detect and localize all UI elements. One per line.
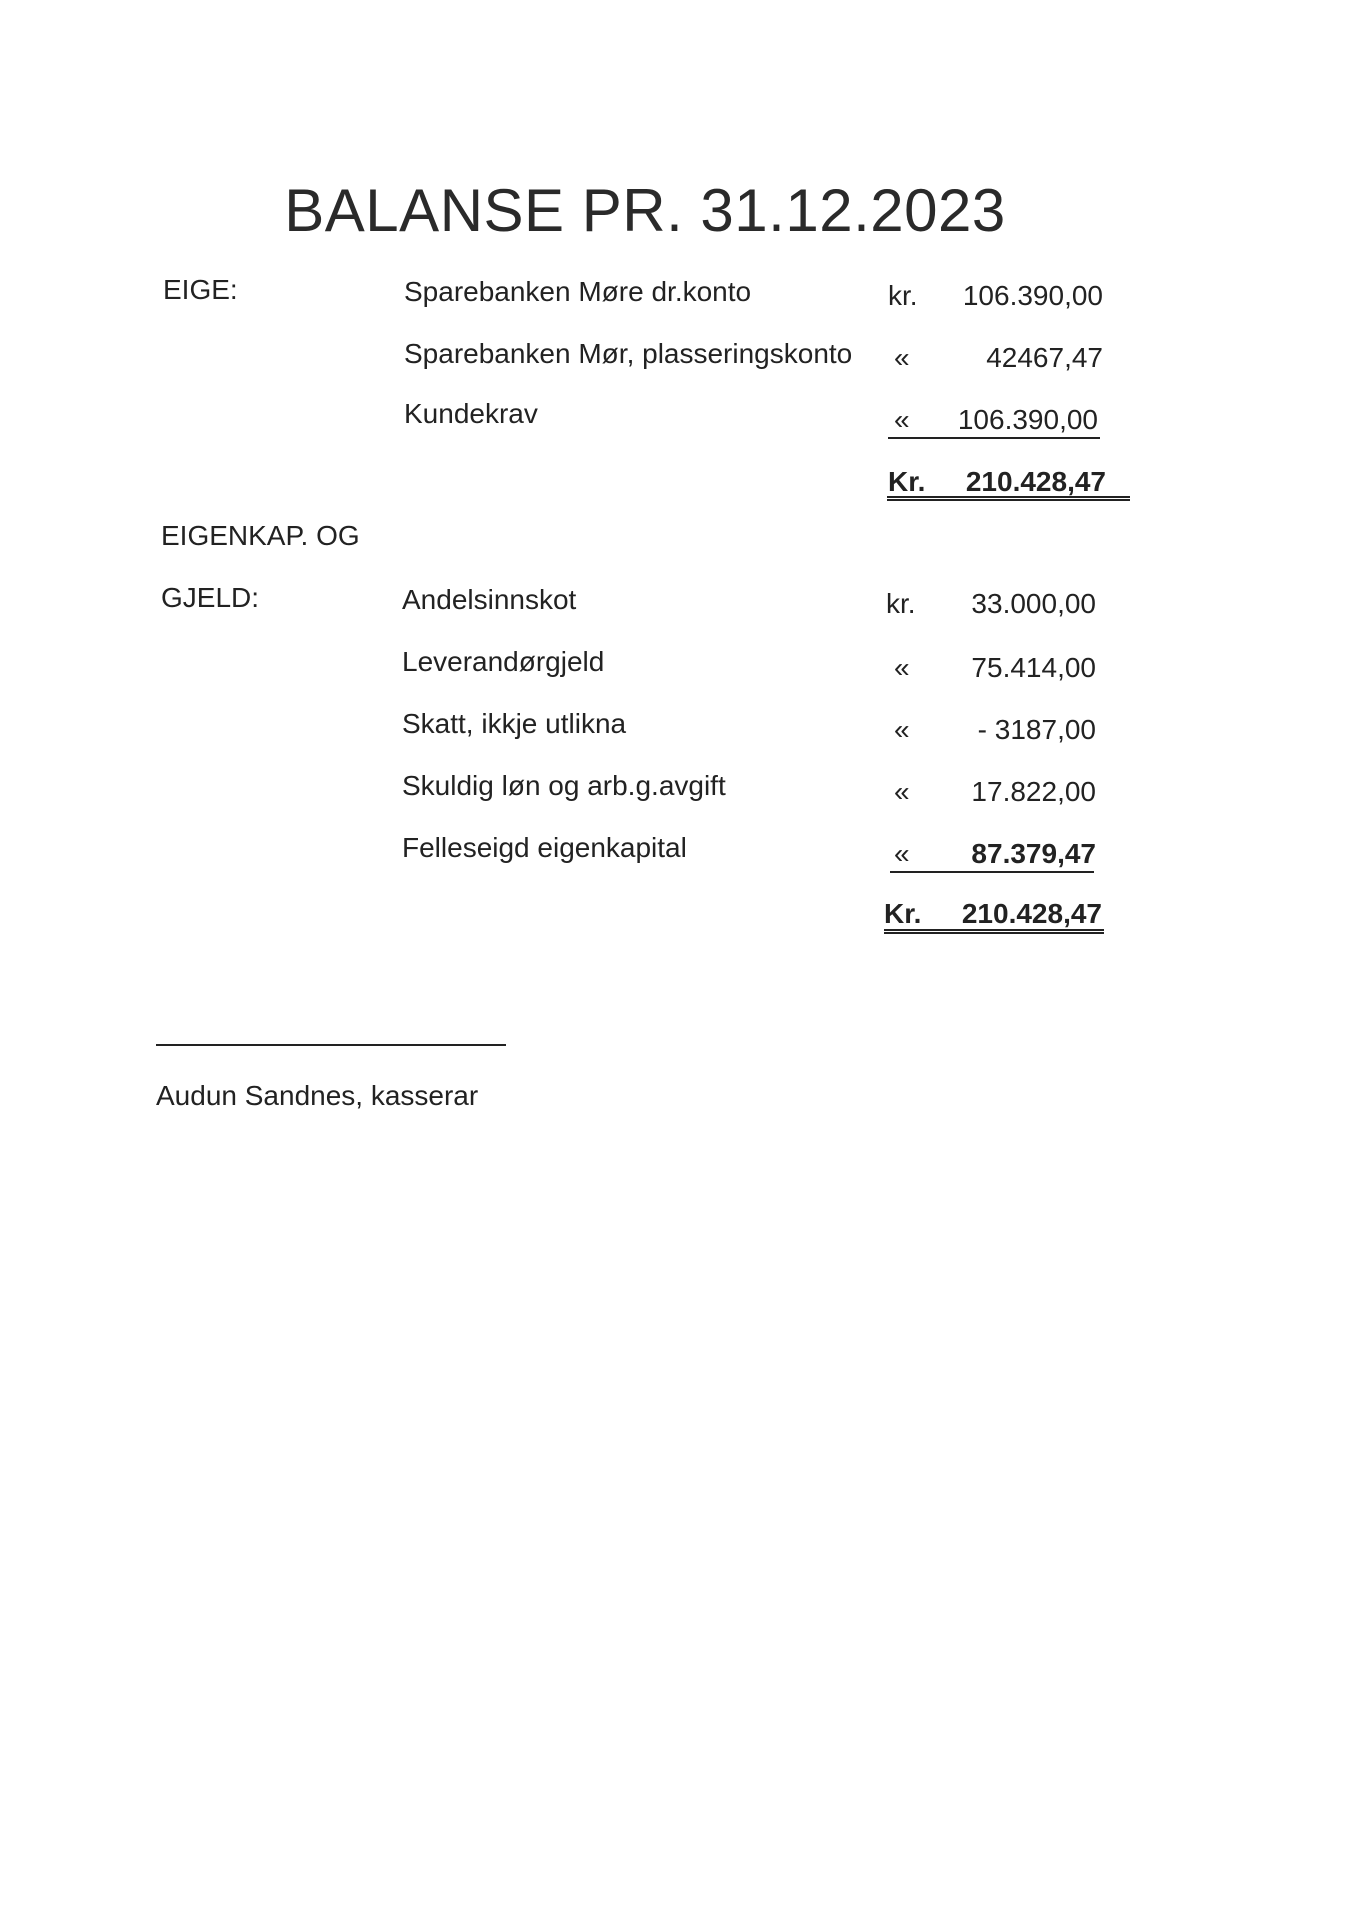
liabilities-total-symbol: Kr. — [884, 898, 922, 929]
liabilities-total-amount: 210.428,47 — [961, 898, 1102, 929]
liability-row-symbol: « — [894, 838, 910, 869]
liability-row-amount: 33.000,00 — [971, 588, 1096, 619]
asset-row-label: Sparebanken Mør, plasseringskonto — [404, 338, 853, 369]
total-double-underline — [884, 929, 1104, 934]
signature-name: Audun Sandnes, kasserar — [156, 1080, 479, 1111]
asset-row-label: Kundekrav — [404, 398, 538, 429]
liability-row-label: Andelsinnskot — [402, 584, 577, 615]
asset-row-symbol: kr. — [888, 280, 918, 311]
page-title: BALANSE PR. 31.12.2023 — [284, 177, 1006, 244]
liability-row-label: Felleseigd eigenkapital — [402, 832, 687, 863]
liability-row-symbol: « — [894, 652, 910, 683]
assets-total-symbol: Kr. — [888, 466, 926, 497]
liability-row-amount: 17.822,00 — [971, 776, 1096, 807]
subtotal-underline — [888, 437, 1100, 439]
liability-row-symbol: kr. — [886, 588, 916, 619]
liability-row-label: Leverandørgjeld — [402, 646, 605, 677]
liabilities-heading: GJELD: — [161, 582, 260, 613]
asset-row-label: Sparebanken Møre dr.konto — [404, 276, 752, 307]
asset-row-amount: 106.390,00 — [962, 280, 1103, 311]
liabilities-heading: EIGENKAP. OG — [161, 520, 360, 551]
liability-row-amount: 75.414,00 — [971, 652, 1096, 683]
assets-total-amount: 210.428,47 — [965, 466, 1106, 497]
liability-row-label: Skatt, ikkje utlikna — [402, 708, 627, 739]
assets-heading: EIGE: — [163, 274, 238, 305]
asset-row-symbol: « — [894, 404, 910, 435]
liability-row-symbol: « — [894, 714, 910, 745]
total-double-underline — [887, 496, 1130, 501]
subtotal-underline — [890, 871, 1094, 873]
asset-row-symbol: « — [894, 342, 910, 373]
liability-row-amount: - 3187,00 — [977, 714, 1096, 745]
liability-row-amount: 87.379,47 — [971, 838, 1096, 869]
asset-row-amount: 106.390,00 — [957, 404, 1098, 435]
signature-line — [156, 1044, 506, 1046]
asset-row-amount: 42467,47 — [986, 342, 1103, 373]
liability-row-symbol: « — [894, 776, 910, 807]
liability-row-label: Skuldig løn og arb.g.avgift — [402, 770, 726, 801]
